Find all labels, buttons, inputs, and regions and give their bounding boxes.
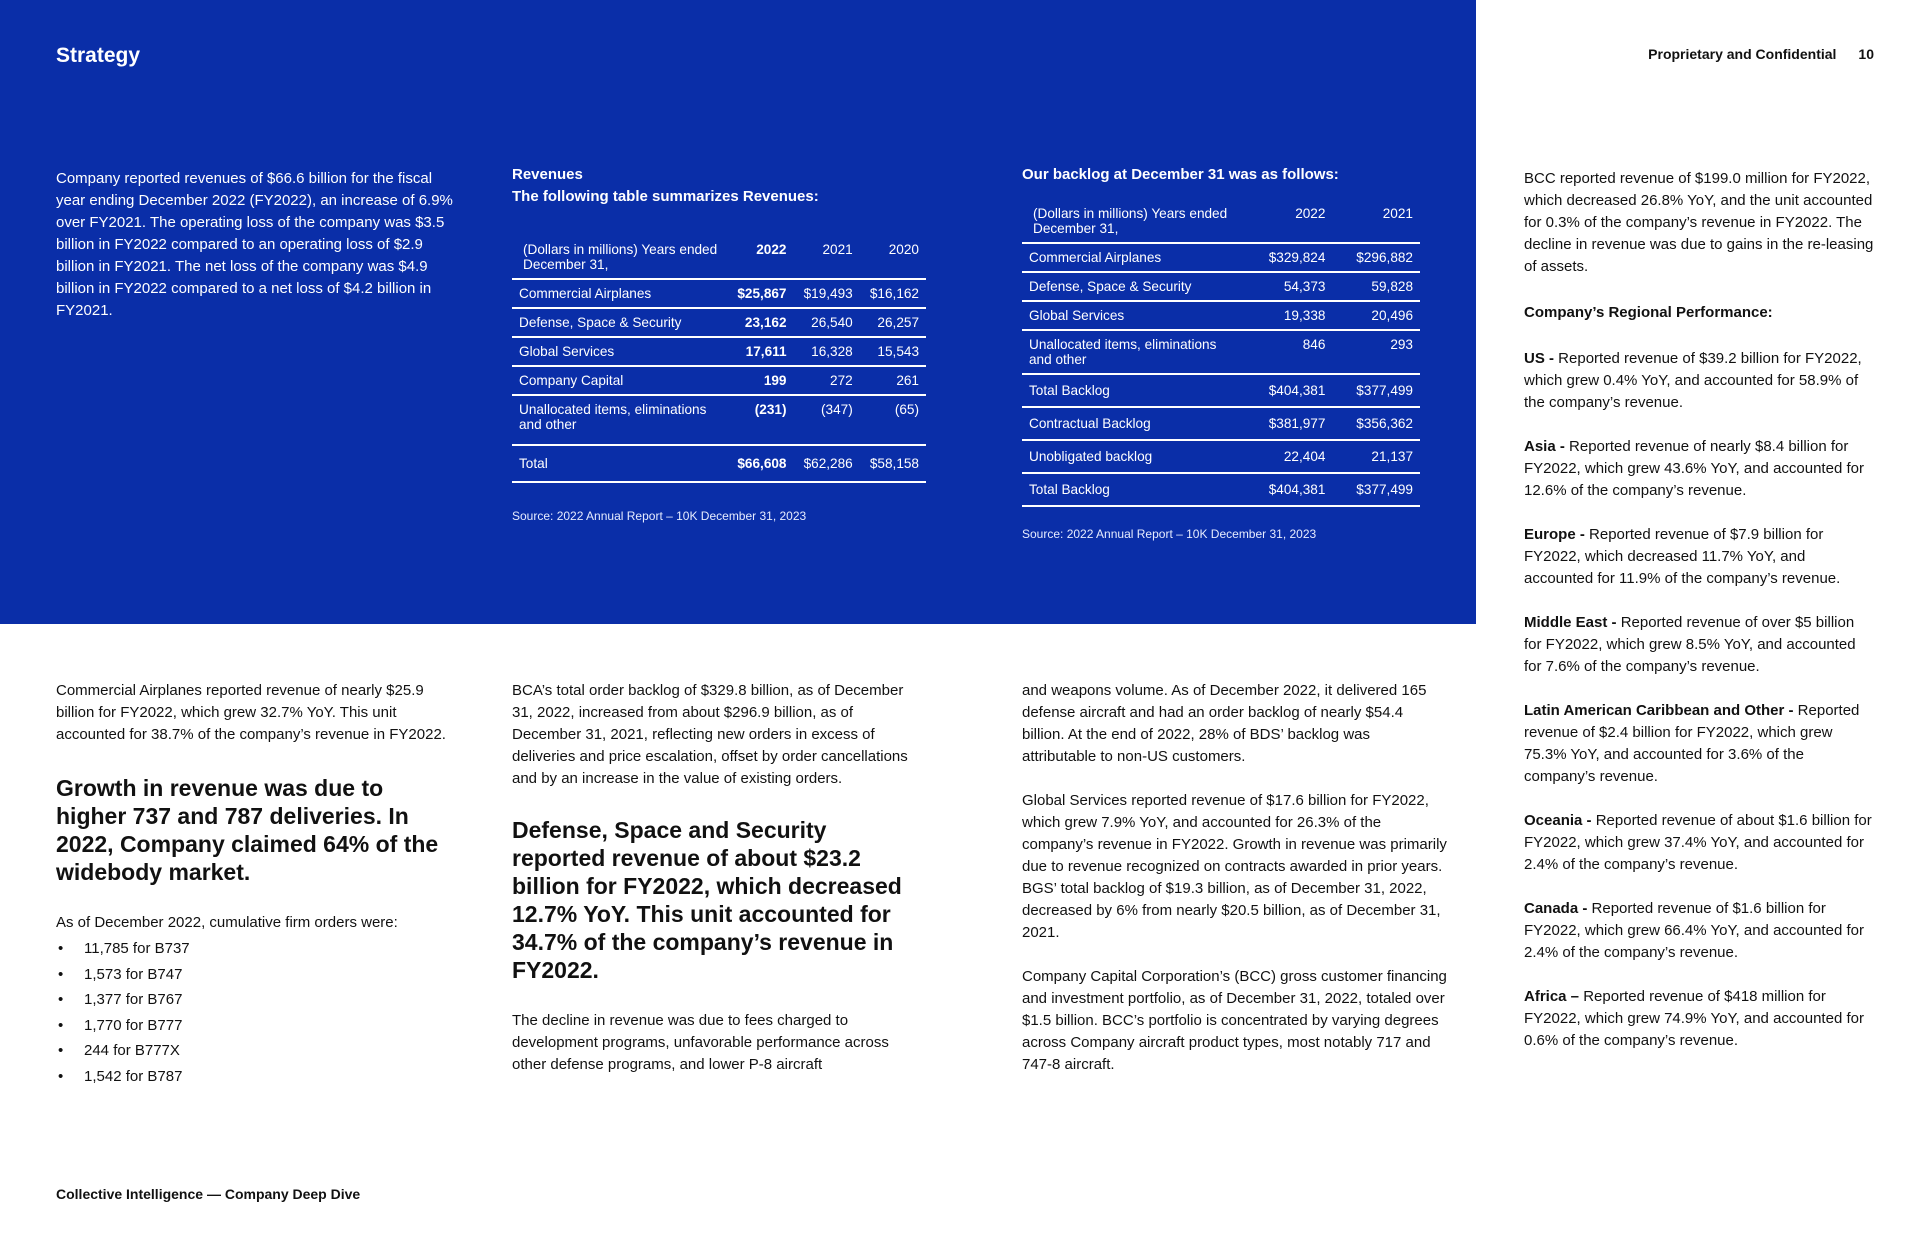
table-row	[1022, 330, 1420, 374]
revenues-year-2020: 2020	[888, 242, 919, 257]
list-item: • 244 for B777X	[56, 1038, 458, 1064]
table-row	[1022, 407, 1420, 440]
cell-2022: (231)	[727, 395, 793, 445]
bds-paragraph: and weapons volume. As of December 2022, it delivered 165 defense aircraft and had an order backlog of nearly $54.4 billion. At the end of 2022, 28% of BDS’ backlog was attributable to non-US customers.	[1022, 682, 1427, 765]
row-label: Global Services	[512, 337, 727, 366]
bcc-portfolio-paragraph: Company Capital Corporation’s (BCC) gross customer financing and investment portfolio, as of December 31, 2022, totaled over $1.5 billion. BCC’s portfolio is concentrated by varying degrees across Company aircraft product types, most notably 717 and 747-8 aircraft.	[1022, 968, 1447, 1073]
region-us	[1524, 348, 1874, 414]
table-row	[1022, 272, 1420, 301]
cell-2020: 26,257	[860, 308, 926, 337]
cell-2022: 199	[727, 366, 793, 395]
row-label: Unobligated backlog	[1022, 440, 1245, 473]
cell-2022: $381,977	[1245, 407, 1333, 440]
backlog-source: Source: 2022 Annual Report – 10K December 31, 2023	[1022, 527, 1317, 541]
region-text: Reported revenue of $39.2 billion for FY2022, which grew 0.4% YoY, and accounted for 58.9% of the company’s revenue.	[1524, 350, 1862, 411]
cell-2020: 15,543	[860, 337, 926, 366]
table-row	[1022, 243, 1420, 272]
cell-2021: (347)	[794, 395, 860, 445]
cell-2021: 26,540	[794, 308, 860, 337]
footer-label: Collective Intelligence — Company Deep Dive	[56, 1186, 361, 1202]
table-row	[512, 279, 926, 308]
region-text: Reported revenue of $1.6 billion for FY2022, which grew 66.4% YoY, and accounted for 2.4% of the company’s revenue.	[1524, 900, 1864, 961]
row-label: Unallocated items, eliminations and other	[512, 395, 727, 445]
region-latin-america	[1524, 700, 1874, 788]
region-name: Asia -	[1524, 438, 1565, 455]
cell-2021: $377,499	[1332, 374, 1420, 407]
backlog-table	[1022, 200, 1420, 507]
table-row	[1022, 301, 1420, 330]
global-services-paragraph: Global Services reported revenue of $17.6 billion for FY2022, which grew 7.9% YoY, and accounted for 26.3% of the company’s revenue in FY2022. Growth in revenue was primarily due to revenue recognized on contracts awarded in prior years. BGS’ total backlog of $19.3 billion, as of December 31, 2022, decreased by 6% from nearly $20.5 billion, as of December 31, 2021.	[1022, 792, 1447, 941]
region-europe	[1524, 524, 1874, 590]
region-text: Reported revenue of nearly $8.4 billion for FY2022, which grew 43.6% YoY, and accounted for 12.6% of the company’s revenue.	[1524, 438, 1864, 499]
revenues-header-label: (Dollars in millions) Years ended December 31,	[523, 242, 718, 272]
region-name: US -	[1524, 350, 1554, 367]
column-3	[1022, 680, 1448, 1076]
region-name: Middle East -	[1524, 614, 1617, 631]
list-item: • 1,377 for B767	[56, 987, 458, 1013]
table-row	[512, 337, 926, 366]
row-label: Contractual Backlog	[1022, 407, 1245, 440]
cell-2022: $66,608	[727, 445, 793, 482]
table-row-total	[512, 445, 926, 482]
column-2	[512, 680, 916, 1076]
page-header	[1648, 46, 1874, 62]
region-africa	[1524, 986, 1874, 1052]
cell-2021: 293	[1332, 330, 1420, 374]
cell-2022: 23,162	[727, 308, 793, 337]
region-text: Reported revenue of $7.9 billion for FY2022, which decreased 11.7% YoY, and accounted for 11.9% of the company’s revenue.	[1524, 526, 1841, 587]
list-item: • 11,785 for B737	[56, 936, 458, 962]
revenues-table	[512, 236, 926, 483]
list-item: • 1,542 for B787	[56, 1064, 458, 1090]
cell-2020: $16,162	[860, 279, 926, 308]
orders-list	[56, 936, 458, 1089]
cell-2022: 19,338	[1245, 301, 1333, 330]
cell-2022: 54,373	[1245, 272, 1333, 301]
commercial-airplanes-paragraph: Commercial Airplanes reported revenue of nearly $25.9 billion for FY2022, which grew 32.7% YoY. This unit accounted for 38.7% of the company’s revenue in FY2022.	[56, 682, 446, 743]
intro-paragraph: Company reported revenues of $66.6 billion for the fiscal year ending December 2022 (FY2022), an increase of 6.9% over FY2021. The operating loss of the company was $3.5 billion in FY2022 compared to an operating loss of $2.9 billion in FY2021. The net loss of the company was $4.9 billion in FY2022 compared to a net loss of $4.2 billion in FY2021.	[56, 170, 453, 319]
table-row	[512, 308, 926, 337]
decline-paragraph: The decline in revenue was due to fees charged to development programs, unfavorable performance across other defense programs, and lower P-8 aircraft	[512, 1012, 889, 1073]
cell-2021: 20,496	[1332, 301, 1420, 330]
revenues-subtitle: The following table summarizes Revenues:	[512, 188, 819, 205]
cell-2021: 272	[794, 366, 860, 395]
row-label: Global Services	[1022, 301, 1245, 330]
row-label: Unallocated items, eliminations and other	[1022, 330, 1245, 374]
revenues-section	[512, 164, 926, 523]
cell-2022: $404,381	[1245, 374, 1333, 407]
row-label: Defense, Space & Security	[1022, 272, 1245, 301]
growth-callout: Growth in revenue was due to higher 737 and 787 deliveries. In 2022, Company claimed 64% of the widebody market.	[56, 775, 439, 885]
column-1	[56, 680, 458, 1089]
cell-2022: 846	[1245, 330, 1333, 374]
defense-callout: Defense, Space and Security reported revenue of about $23.2 billion for FY2022, which decreased 12.7% YoY. This unit accounted for 34.7% of the company’s revenue in FY2022.	[512, 817, 902, 983]
region-text: Reported revenue of over $5 billion for FY2022, which grew 8.5% YoY, and accounted for 7.6% of the company’s revenue.	[1524, 614, 1856, 675]
cell-2022: 22,404	[1245, 440, 1333, 473]
cell-2021: 21,137	[1332, 440, 1420, 473]
region-canada	[1524, 898, 1874, 964]
cell-2021: $19,493	[794, 279, 860, 308]
backlog-year-2021: 2021	[1382, 206, 1413, 221]
row-label: Defense, Space & Security	[512, 308, 727, 337]
row-label: Company Capital	[512, 366, 727, 395]
revenues-year-2021: 2021	[822, 242, 853, 257]
cell-2021: $296,882	[1332, 243, 1420, 272]
table-row	[1022, 440, 1420, 473]
region-text: Reported revenue of about $1.6 billion for FY2022, which grew 37.4% YoY, and accounted for 2.4% of the company’s revenue.	[1524, 812, 1872, 873]
region-text: Reported revenue of $2.4 billion for FY2022, which grew 75.3% YoY, and accounted for 3.6% of the company’s revenue.	[1524, 702, 1860, 785]
cell-2021: $377,499	[1332, 473, 1420, 506]
cell-2020: (65)	[860, 395, 926, 445]
row-label: Total Backlog	[1022, 473, 1245, 506]
table-row	[512, 395, 926, 445]
cell-2021: 16,328	[794, 337, 860, 366]
backlog-title: Our backlog at December 31 was as follows:	[1022, 166, 1339, 183]
backlog-section	[1022, 164, 1420, 541]
confidential-label: Proprietary and Confidential	[1648, 46, 1837, 62]
region-name: Latin American Caribbean and Other -	[1524, 702, 1794, 719]
section-title: Strategy	[56, 44, 141, 67]
region-name: Canada -	[1524, 900, 1588, 917]
backlog-year-2022: 2022	[1295, 206, 1326, 221]
region-text: Reported revenue of $418 million for FY2022, which grew 74.9% YoY, and accounted for 0.6% of the company’s revenue.	[1524, 988, 1864, 1049]
region-middle-east	[1524, 612, 1874, 678]
column-4	[1524, 168, 1874, 1074]
cell-2022: $25,867	[727, 279, 793, 308]
page-number: 10	[1858, 46, 1874, 62]
revenues-year-2022: 2022	[756, 242, 787, 257]
cell-2020: $58,158	[860, 445, 926, 482]
row-label: Total Backlog	[1022, 374, 1245, 407]
orders-intro: As of December 2022, cumulative firm orders were:	[56, 914, 398, 931]
row-label: Commercial Airplanes	[512, 279, 727, 308]
region-asia	[1524, 436, 1874, 502]
region-name: Europe -	[1524, 526, 1585, 543]
cell-2020: 261	[860, 366, 926, 395]
cell-2021: $62,286	[794, 445, 860, 482]
region-name: Oceania -	[1524, 812, 1592, 829]
cell-2022: $404,381	[1245, 473, 1333, 506]
revenues-source: Source: 2022 Annual Report – 10K December 31, 2023	[512, 509, 807, 523]
list-item: • 1,573 for B747	[56, 962, 458, 988]
cell-2021: 59,828	[1332, 272, 1420, 301]
region-name: Africa –	[1524, 988, 1580, 1005]
regional-heading: Company’s Regional Performance:	[1524, 304, 1773, 321]
cell-2021: $356,362	[1332, 407, 1420, 440]
region-oceania	[1524, 810, 1874, 876]
row-label: Total	[512, 445, 727, 482]
table-row	[1022, 374, 1420, 407]
table-row	[512, 366, 926, 395]
list-item: • 1,770 for B777	[56, 1013, 458, 1039]
table-row-total	[1022, 473, 1420, 506]
cell-2022: 17,611	[727, 337, 793, 366]
row-label: Commercial Airplanes	[1022, 243, 1245, 272]
revenues-title: Revenues	[512, 166, 583, 183]
cell-2022: $329,824	[1245, 243, 1333, 272]
backlog-header-label: (Dollars in millions) Years ended December 31,	[1033, 206, 1228, 236]
bca-backlog-paragraph: BCA’s total order backlog of $329.8 billion, as of December 31, 2022, increased from about $296.9 billion, as of December 31, 2021, reflecting new orders in excess of deliveries and price escalation, offset by order cancellations and by an increase in the value of existing orders.	[512, 682, 908, 787]
bcc-revenue-paragraph: BCC reported revenue of $199.0 million for FY2022, which decreased 26.8% YoY, and the unit accounted for 0.3% of the company’s revenue in FY2022. The decline in revenue was due to gains in the re-leasing of assets.	[1524, 170, 1874, 275]
